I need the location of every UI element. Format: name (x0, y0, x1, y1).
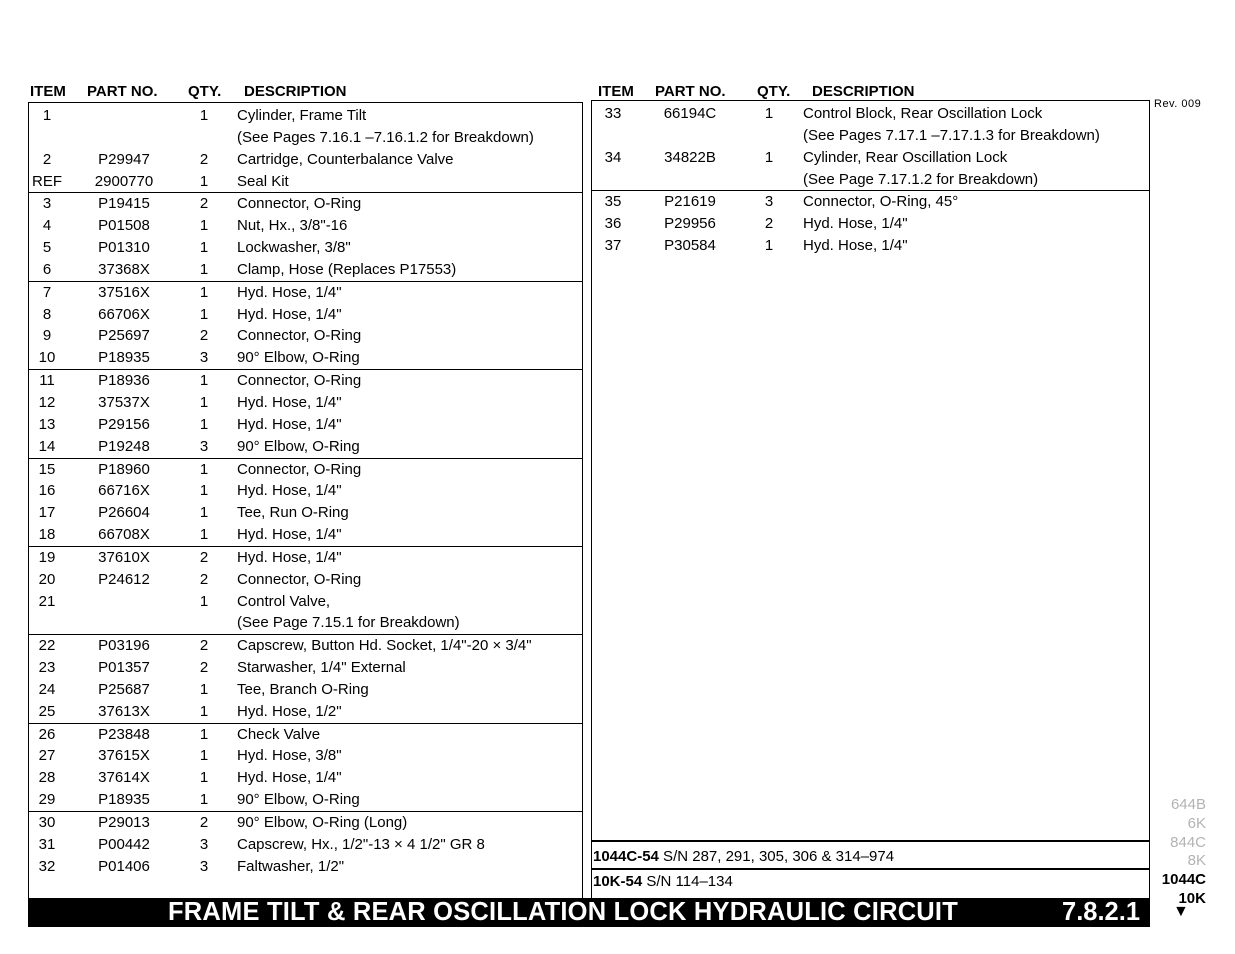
item-cell: 28 (38, 769, 56, 787)
part-number-cell: 37615X (98, 747, 150, 765)
parts-table-left (28, 102, 583, 898)
description-cell: Hyd. Hose, 1/4" (237, 482, 342, 500)
table-row (29, 171, 582, 193)
qty-cell: 2 (199, 150, 209, 168)
part-number-cell: P21619 (664, 193, 716, 211)
item-cell: 2 (42, 150, 52, 168)
part-number-cell: P18936 (98, 372, 150, 390)
part-number-cell: P00442 (98, 835, 150, 853)
qty-cell: 1 (199, 260, 209, 278)
arrow-down-icon[interactable]: ▼ (1173, 903, 1189, 920)
qty-cell: 1 (199, 283, 209, 301)
revision-label: Rev. 009 (1154, 98, 1202, 110)
description-cell: Hyd. Hose, 1/2" (237, 702, 342, 720)
part-number-cell: P01310 (98, 239, 150, 257)
item-cell: 11 (39, 372, 55, 390)
item-cell: 23 (38, 659, 56, 677)
item-cell: 36 (604, 215, 622, 233)
table-row (29, 369, 582, 392)
model-6k[interactable]: 6K (1187, 814, 1206, 832)
table-row (29, 569, 582, 591)
parts-table-right (591, 100, 1150, 898)
description-cell: Cylinder, Frame Tilt (237, 107, 367, 124)
part-number-cell: P19248 (98, 437, 150, 455)
description-cell: Faltwasher, 1/2" (237, 857, 345, 875)
part-number-cell: P29956 (664, 215, 716, 233)
qty-cell: 2 (199, 570, 209, 588)
table-row (29, 701, 582, 723)
qty-cell: 1 (199, 393, 209, 411)
qty-cell: 1 (764, 148, 774, 166)
description-cell: Hyd. Hose, 1/4" (237, 526, 342, 544)
item-cell: 9 (42, 327, 52, 345)
table-row (592, 103, 1149, 125)
part-number-cell: P19415 (98, 195, 150, 213)
qty-cell: 1 (199, 526, 209, 544)
description-cell: Clamp, Hose (Replaces P17553) (237, 260, 457, 278)
part-number-cell: 66716X (98, 482, 150, 500)
qty-cell: 1 (764, 237, 774, 255)
item-cell: 26 (38, 725, 56, 743)
description-cell: Hyd. Hose, 1/4" (803, 237, 908, 255)
description-cell: Tee, Branch O-Ring (237, 680, 369, 698)
part-number-cell: 37516X (98, 283, 150, 301)
part-number-cell: P01406 (98, 857, 150, 875)
item-cell: 7 (42, 283, 52, 301)
description-cell: Cylinder, Rear Oscillation Lock (803, 148, 1008, 166)
part-number-cell: P29947 (98, 150, 150, 168)
item-cell: 20 (38, 570, 56, 588)
part-number-cell: 37610X (98, 548, 150, 566)
serial-model: 1044C-54 (593, 848, 659, 865)
serial-range: S/N 114–134 (642, 873, 733, 890)
part-number-cell: P01508 (98, 217, 150, 235)
table-row (29, 767, 582, 789)
qty-cell: 1 (199, 172, 209, 190)
item-cell: 13 (38, 415, 56, 433)
description-cell: Connector, O-Ring (237, 570, 362, 588)
item-cell: REF (32, 172, 62, 190)
qty-cell: 1 (199, 592, 209, 610)
description-cell: Lockwasher, 3/8" (237, 239, 351, 257)
item-cell: 31 (38, 835, 56, 853)
qty-cell: 2 (764, 215, 774, 233)
qty-cell: 2 (199, 814, 209, 831)
qty-cell: 1 (199, 702, 209, 720)
qty-cell: 1 (199, 217, 209, 235)
qty-cell: 1 (199, 415, 209, 433)
part-number-cell: P30584 (664, 237, 716, 255)
model-index (1162, 796, 1206, 909)
table-row (29, 281, 582, 304)
qty-cell: 1 (199, 372, 209, 390)
description-cell: Control Valve, (237, 592, 331, 610)
description-cell: 90° Elbow, O-Ring (237, 791, 360, 809)
description-cell: 90° Elbow, O-Ring (237, 349, 360, 367)
item-cell: 24 (38, 680, 56, 698)
qty-cell: 3 (764, 193, 774, 211)
model-644b[interactable]: 644B (1170, 796, 1206, 813)
table-row (29, 436, 582, 458)
table-row (592, 235, 1149, 257)
table-row (29, 347, 582, 369)
qty-cell: 1 (199, 305, 209, 323)
part-number-cell: P23848 (98, 725, 150, 743)
description-cell: Tee, Run O-Ring (237, 504, 349, 522)
model-8k[interactable]: 8K (1187, 852, 1206, 870)
description-cell: Hyd. Hose, 1/4" (237, 305, 342, 323)
parts-list-left (29, 105, 582, 878)
title-bar (28, 898, 1150, 927)
part-number-cell: 2900770 (94, 172, 154, 190)
qty-cell: 1 (199, 680, 209, 698)
item-cell: 4 (42, 217, 52, 235)
qty-cell: 1 (199, 769, 209, 787)
header-item-left: ITEM (30, 83, 66, 100)
header-qty-left: QTY. (188, 83, 222, 100)
table-row (29, 634, 582, 657)
table-row (29, 502, 582, 524)
table-row (29, 856, 582, 878)
table-row (29, 591, 582, 613)
table-row (29, 259, 582, 281)
header-part-left: PART NO. (87, 83, 158, 100)
part-number-cell: 66708X (98, 526, 150, 544)
part-number-cell: 66194C (663, 105, 717, 122)
serial-divider-top (591, 840, 1150, 842)
part-number-cell: P25697 (98, 327, 150, 345)
table-row (29, 789, 582, 811)
qty-cell: 2 (199, 659, 209, 677)
part-number-cell: P25687 (98, 680, 150, 698)
serial-divider-mid (591, 868, 1150, 870)
description-cell: Capscrew, Button Hd. Socket, 1/4"-20 × 3/4" (237, 637, 532, 655)
item-cell: 5 (42, 239, 52, 257)
part-number-cell: 37613X (98, 702, 150, 720)
part-number-cell: P18935 (98, 349, 150, 367)
description-cell: Connector, O-Ring, 45° (803, 193, 959, 211)
part-number-cell: 34822B (664, 148, 716, 166)
qty-cell: 3 (199, 835, 209, 853)
part-number-cell: 37537X (98, 393, 150, 411)
qty-cell: 2 (199, 548, 209, 566)
table-row (592, 147, 1149, 169)
qty-cell: 1 (199, 482, 209, 500)
qty-cell: 3 (199, 437, 209, 455)
part-number-cell: P18935 (98, 791, 150, 809)
qty-cell: 1 (199, 791, 209, 809)
table-row (29, 657, 582, 679)
table-row (29, 612, 582, 634)
item-cell: 3 (42, 195, 52, 213)
item-cell: 16 (38, 482, 56, 500)
table-row (29, 215, 582, 237)
header-qty-right: QTY. (757, 83, 791, 100)
description-cell: Hyd. Hose, 3/8" (237, 747, 342, 765)
parts-list-right (592, 103, 1149, 257)
item-cell: 30 (38, 814, 56, 831)
description-cell: Nut, Hx., 3/8"-16 (237, 217, 348, 235)
table-row (29, 723, 582, 746)
header-desc-left: DESCRIPTION (244, 83, 347, 100)
item-cell: 29 (38, 791, 56, 809)
item-cell: 35 (604, 193, 622, 211)
item-cell: 32 (38, 857, 56, 875)
header-part-right: PART NO. (655, 83, 726, 100)
table-row (29, 745, 582, 767)
part-number-cell: P29013 (98, 814, 150, 831)
part-number-cell: 66706X (98, 305, 150, 323)
description-cell: Hyd. Hose, 1/4" (237, 548, 342, 566)
header-desc-right: DESCRIPTION (812, 83, 915, 100)
serial-row-1044c (593, 848, 894, 865)
item-cell: 17 (38, 504, 56, 522)
qty-cell: 3 (199, 349, 209, 367)
item-cell: 1 (42, 107, 52, 124)
table-row (592, 169, 1149, 191)
description-cell: 90° Elbow, O-Ring (237, 437, 360, 455)
table-row (29, 524, 582, 546)
table-row (592, 213, 1149, 235)
qty-cell: 1 (199, 747, 209, 765)
table-row (29, 546, 582, 569)
qty-cell: 1 (199, 460, 209, 478)
description-cell: (See Page 7.15.1 for Breakdown) (237, 614, 460, 632)
part-number-cell: P03196 (98, 637, 150, 655)
qty-cell: 1 (199, 107, 209, 124)
serial-range: S/N 287, 291, 305, 306 & 314–974 (658, 848, 895, 865)
page-title: FRAME TILT & REAR OSCILLATION LOCK HYDRAULIC CIRCUIT (168, 898, 958, 926)
model-844c[interactable]: 844C (1170, 833, 1206, 851)
item-cell: 15 (38, 460, 56, 478)
item-cell: 12 (38, 393, 56, 411)
table-row (29, 458, 582, 481)
table-row (29, 392, 582, 414)
description-cell: Hyd. Hose, 1/4" (803, 215, 908, 233)
header-item-right: ITEM (598, 83, 634, 100)
description-cell: Seal Kit (237, 172, 289, 190)
qty-cell: 1 (764, 105, 774, 122)
description-cell: Hyd. Hose, 1/4" (237, 415, 342, 433)
description-cell: Check Valve (237, 725, 321, 743)
item-cell: 22 (38, 637, 56, 655)
item-cell: 19 (38, 548, 56, 566)
part-number-cell: 37614X (98, 769, 150, 787)
description-cell: Cartridge, Counterbalance Valve (237, 150, 454, 168)
description-cell: 90° Elbow, O-Ring (Long) (237, 814, 408, 831)
description-cell: Hyd. Hose, 1/4" (237, 283, 342, 301)
page-number: 7.8.2.1 (1062, 898, 1140, 926)
item-cell: 18 (38, 526, 56, 544)
item-cell: 37 (604, 237, 622, 255)
qty-cell: 3 (199, 857, 209, 875)
item-cell: 6 (42, 260, 52, 278)
model-10k[interactable]: 10K (1178, 889, 1206, 907)
part-number-cell: P29156 (98, 415, 150, 433)
part-number-cell: 37368X (98, 260, 150, 278)
table-row (29, 834, 582, 856)
table-row (592, 125, 1149, 147)
table-row (29, 105, 582, 127)
qty-cell: 2 (199, 195, 209, 213)
item-cell: 10 (38, 349, 56, 367)
item-cell: 34 (604, 148, 622, 166)
table-row (29, 127, 582, 149)
qty-cell: 2 (199, 637, 209, 655)
description-cell: (See Page 7.17.1.2 for Breakdown) (803, 170, 1039, 188)
table-row (592, 190, 1149, 213)
part-number-cell: P18960 (98, 460, 150, 478)
item-cell: 25 (38, 702, 56, 720)
part-number-cell: P24612 (98, 570, 150, 588)
item-cell: 8 (42, 305, 52, 323)
item-cell: 14 (38, 437, 56, 455)
description-cell: Starwasher, 1/4" External (237, 659, 406, 677)
description-cell: Connector, O-Ring (237, 327, 362, 345)
description-cell: (See Pages 7.16.1 –7.16.1.2 for Breakdown) (237, 128, 534, 146)
description-cell: Hyd. Hose, 1/4" (237, 393, 342, 411)
description-cell: Capscrew, Hx., 1/2"-13 × 4 1/2" GR 8 (237, 835, 485, 853)
item-cell: 27 (38, 747, 56, 765)
table-row (29, 811, 582, 834)
table-row (29, 192, 582, 215)
description-cell: Hyd. Hose, 1/4" (237, 769, 342, 787)
qty-cell: 1 (199, 239, 209, 257)
qty-cell: 2 (199, 327, 209, 345)
table-row (29, 325, 582, 347)
part-number-cell: P01357 (98, 659, 150, 677)
description-cell: Connector, O-Ring (237, 372, 362, 390)
description-cell: (See Pages 7.17.1 –7.17.1.3 for Breakdown) (803, 126, 1100, 144)
table-row (29, 414, 582, 436)
model-1044c[interactable]: 1044C (1161, 871, 1206, 889)
qty-cell: 1 (199, 504, 209, 522)
serial-model: 10K-54 (593, 873, 643, 890)
part-number-cell: P26604 (98, 504, 150, 522)
description-cell: Control Block, Rear Oscillation Lock (803, 105, 1043, 122)
serial-row-10k (593, 873, 733, 890)
table-row (29, 679, 582, 701)
table-row (29, 304, 582, 326)
qty-cell: 1 (199, 725, 209, 743)
item-cell: 21 (38, 592, 56, 610)
table-row (29, 480, 582, 502)
table-row (29, 149, 582, 171)
description-cell: Connector, O-Ring (237, 460, 362, 478)
table-row (29, 237, 582, 259)
item-cell: 33 (604, 105, 622, 122)
description-cell: Connector, O-Ring (237, 195, 362, 213)
